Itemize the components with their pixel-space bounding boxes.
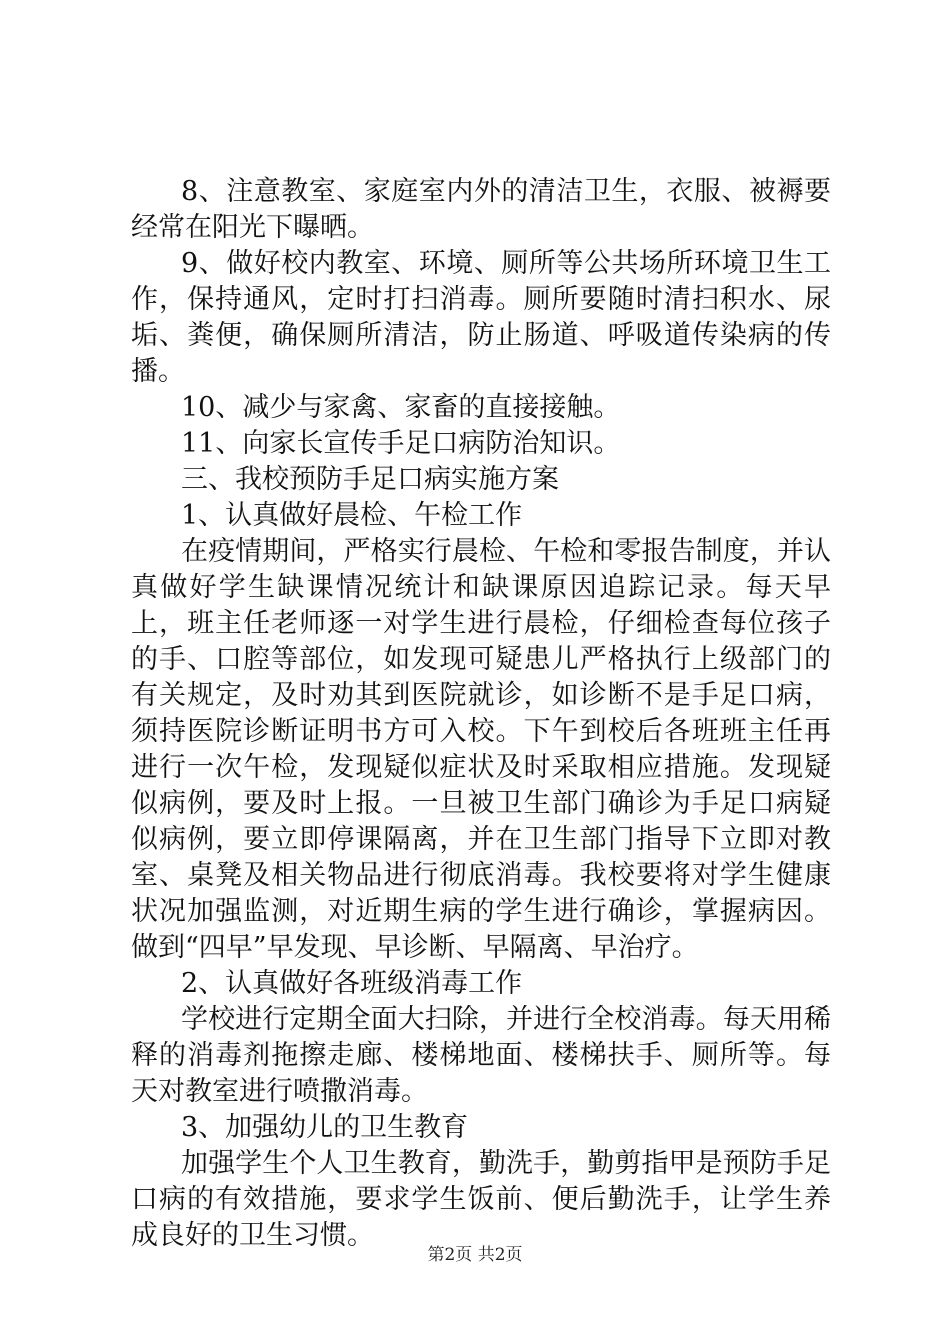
- subheading-hygiene-education: 3、加强幼儿的卫生教育: [181, 1112, 469, 1143]
- paragraph-item-8: 8、注意教室、家庭室内外的清洁卫生，衣服、被褥要经常在阳光下曝晒。: [131, 176, 831, 243]
- paragraph-item-11: 11、向家长宣传手足口病防治知识。: [181, 428, 621, 459]
- section-heading-3: 三、我校预防手足口病实施方案: [181, 464, 559, 495]
- paragraph-item-10: 10、减少与家禽、家畜的直接接触。: [181, 392, 621, 423]
- subheading-morning-noon-check: 1、认真做好晨检、午检工作: [181, 500, 523, 531]
- page-number-footer: 第2页 共2页: [427, 1245, 523, 1265]
- paragraph-disinfection: 学校进行定期全面大扫除，并进行全校消毒。每天用稀释的消毒剂拖擦走廊、楼梯地面、楼梯扶手、厕所等。每天对教室进行喷撒消毒。: [131, 1004, 831, 1107]
- subheading-disinfection: 2、认真做好各班级消毒工作: [181, 968, 523, 999]
- document-body: [131, 174, 831, 1254]
- paragraph-hygiene-education: 加强学生个人卫生教育，勤洗手，勤剪指甲是预防手足口病的有效措施，要求学生饭前、便后勤洗手，让学生养成良好的卫生习惯。: [131, 1148, 831, 1251]
- paragraph-morning-noon-check: 在疫情期间，严格实行晨检、午检和零报告制度，并认真做好学生缺课情况统计和缺课原因追踪记录。每天早上，班主任老师逐一对学生进行晨检，仔细检查每位孩子的手、口腔等部位，如发现可疑患儿严格执行上级部门的有关规定，及时劝其到医院就诊，如诊断不是手足口病，须持医院诊断证明书方可入校。下午到校后各班班主任再进行一次午检，发现疑似症状及时采取相应措施。发现疑似病例，要及时上报。一旦被卫生部门确诊为手足口病疑似病例，要立即停课隔离，并在卫生部门指导下立即对教室、桌凳及相关物品进行彻底消毒。我校要将对学生健康状况加强监测，对近期生病的学生进行确诊，掌握病因。做到“四早”早发现、早诊断、早隔离、早治疗。: [131, 536, 831, 963]
- paragraph-item-9: 9、做好校内教室、环境、厕所等公共场所环境卫生工作，保持通风，定时打扫消毒。厕所要随时清扫积水、尿垢、粪便，确保厕所清洁，防止肠道、呼吸道传染病的传播。: [131, 248, 831, 387]
